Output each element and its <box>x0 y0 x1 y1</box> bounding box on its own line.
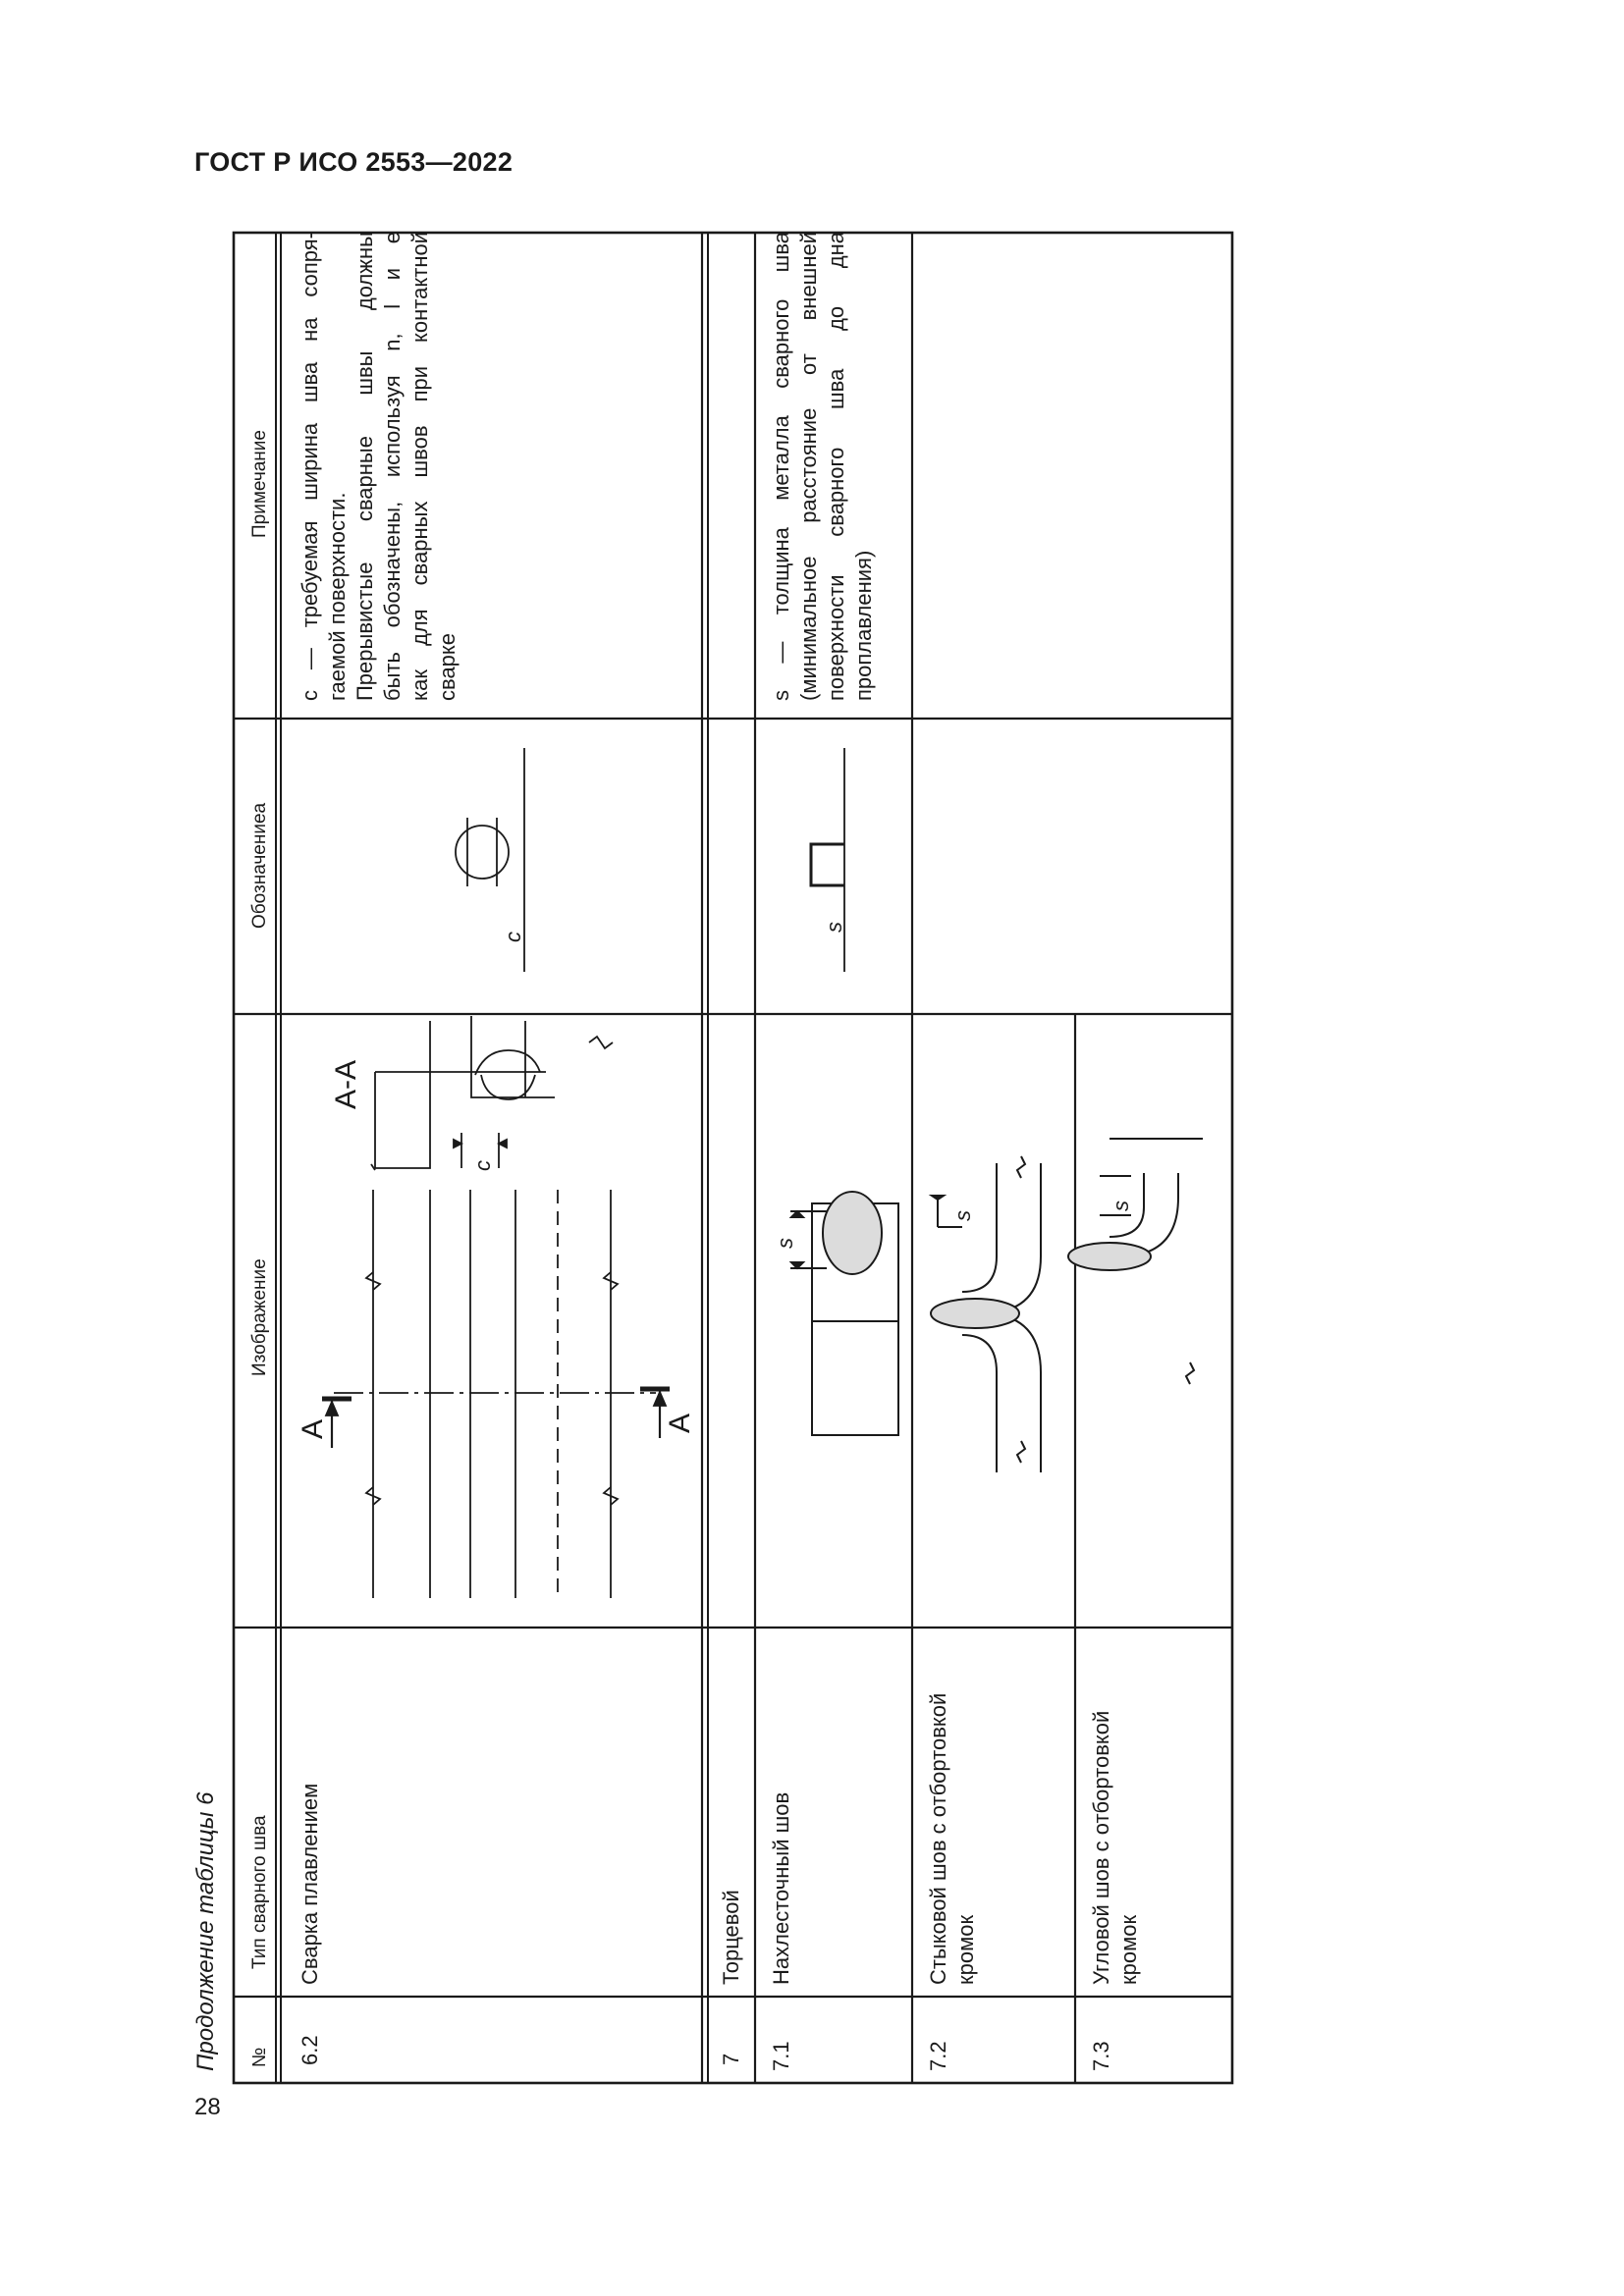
document-header: ГОСТ Р ИСО 2553—2022 <box>194 147 514 177</box>
row-type-line: Угловой шов с отбортовкой <box>1089 1710 1113 1985</box>
note-line: поверхности сварного шва до дна <box>823 232 848 701</box>
figure-label-section: A-A <box>330 1059 362 1109</box>
row-type-line: Стыковой шов с отбортовкой <box>926 1692 950 1985</box>
col-header-note: Примечание <box>249 430 270 538</box>
note-line: быть обозначены, используя n, l и e <box>379 232 405 701</box>
figure-flanged-butt-weld <box>931 1156 1041 1472</box>
row-type: Торцевой <box>719 1890 743 1985</box>
note-line: (минимальное расстояние от внешней <box>795 232 821 701</box>
note-line: Прерывистые сварные швы должны <box>352 232 377 701</box>
figure-label-s: s <box>773 1238 797 1249</box>
figure-label-c: c <box>470 1160 495 1171</box>
col-header-num: № <box>249 2047 270 2067</box>
figure-label-a2: A <box>664 1413 696 1433</box>
figure-flanged-corner-weld <box>1068 1139 1203 1384</box>
note-line: s — толщина металла сварного шва <box>769 232 793 701</box>
row-note <box>768 232 878 701</box>
symbol-lap-weld <box>811 748 844 972</box>
col-header-type: Тип сварного шва <box>249 1815 270 1969</box>
figure-label-s: s <box>1109 1201 1133 1211</box>
note-line: c — требуемая ширина шва на сопря- <box>298 232 322 701</box>
row-type: Нахлесточный шов <box>769 1791 793 1985</box>
page-number: 28 <box>194 2094 221 2120</box>
row-type: Сварка плавлением <box>298 1783 322 1985</box>
row-type-line: кромок <box>953 1914 978 1985</box>
note-line: как для сварных швов при контактной <box>406 232 432 701</box>
figure-label-s: s <box>950 1210 975 1221</box>
figure-label-a1: A <box>297 1418 329 1439</box>
note-line: гаемой поверхности. <box>324 492 350 701</box>
col-header-figure: Изображение <box>249 1258 270 1376</box>
figure-fusion-weld <box>322 1016 670 1598</box>
symbol-label-s: s <box>822 922 846 933</box>
col-header-symbol: Обозначениеa <box>249 802 270 929</box>
table-caption: Продолжение таблицы 6 <box>192 1791 219 2071</box>
row-num: 6.2 <box>298 2035 322 2065</box>
row-type-line: кромок <box>1116 1914 1141 1985</box>
note-line: сварке <box>434 632 460 701</box>
note-line: проплавления) <box>850 550 876 701</box>
row-num: 7.3 <box>1089 2041 1113 2071</box>
figure-lap-weld <box>790 1192 898 1435</box>
row-num: 7.2 <box>926 2041 950 2071</box>
symbol-label-c: c <box>501 932 525 942</box>
row-num: 7.1 <box>769 2041 793 2071</box>
row-num: 7 <box>719 2053 743 2065</box>
row-note <box>297 232 461 701</box>
